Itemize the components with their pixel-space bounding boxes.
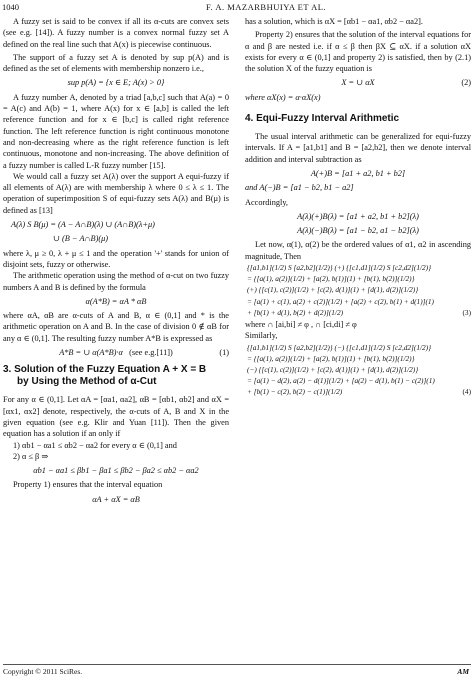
- equation-line: (+) {[c(1), c(2)](1/2) + [c(2), d(1)](1) + [d(1), d(2)](1/2)}: [247, 285, 419, 295]
- equation-number: (2): [461, 78, 471, 88]
- page-footer: [3, 664, 471, 676]
- page-number: 1040: [2, 2, 19, 12]
- paragraph-where: where ∩ [ai,bi] ≠ φ , ∩ [ci,di] ≠ φ: [245, 320, 357, 330]
- right-column: [245, 16, 471, 399]
- section-3-title-line1: 3. Solution of the Fuzzy Equation A + X = B: [3, 364, 207, 376]
- equation-reference: (see e.g.[11]): [129, 348, 173, 358]
- copyright-notice: Copyright © 2011 SciRes.: [3, 667, 83, 676]
- equation-line: = {[a(1), a(2)](1/2) + [a(2), b(1)](1) + [b(1), b(2)](1/2)}: [247, 353, 415, 363]
- equation-block-4: [245, 343, 471, 398]
- section-4-heading: 4. Equi-Fuzzy Interval Arithmetic: [245, 113, 400, 125]
- section-3-heading: [3, 364, 229, 388]
- equation-body: X = ∪ αX: [341, 78, 375, 88]
- equation-line: = [a(1) + c(1), a(2) + c(2)](1/2) + [a(2) + c(2), b(1) + d(1)](1): [247, 296, 434, 306]
- equation-2: [245, 77, 471, 88]
- equation-condition-2: αb1 − αa1 ≤ βb1 − βa1 ≤ βb2 − βa2 ≤ αb2 − αa2: [33, 466, 199, 476]
- condition-2: 2) α ≤ β ⇒: [13, 451, 49, 461]
- section-3-title-line2: by Using the Method of α-Cut: [17, 376, 157, 388]
- paragraph: For any α ∈ (0,1]. Let αA = [αa1, αa2], αB = [αb1, αb2] and αX = [αx1, αx2] denote, respectively, the α-cuts of A, B and X in the given equation (see e.g. Klir and Yuan [11]). Then the given equation has a solution if an only if: [3, 395, 229, 439]
- paragraph: The arithmetic operation using the method of α-cut on two fuzzy numbers A and B is defined by the formula: [3, 271, 229, 292]
- paragraph: Similarly,: [245, 331, 278, 341]
- paragraph: We would call a fuzzy set A(λ) over the support A equi-fuzzy if all elements of A(λ) are with membership λ where 0 ≤ λ ≤ 1. The operation of superimposition S of equi-fuzzy sets A(λ) and B(μ) is defined as [13]: [3, 171, 229, 215]
- equation-interval: αA + αX = αB: [92, 494, 140, 504]
- paragraph: A fuzzy set is said to be convex if all its α-cuts are convex sets (see e.g. [14]). A fuzzy number is a convex normal fuzzy set A defined on the real line such that A(x) is piecewise continuous.: [3, 17, 229, 49]
- equation-interval-sub: and A(−)B = [a1 − b2, b1 − a2]: [245, 183, 354, 193]
- equation-number: (3): [462, 307, 471, 317]
- paragraph: Accordingly,: [245, 197, 289, 207]
- equation-line: {[a1,b1](1/2) S [a2,b2](1/2)} (+) {[c1,d1](1/2) S [c2,d2](1/2)}: [247, 263, 432, 273]
- equation-fuzzy-sub: A(λ)(−)B(λ) = [a1 − b2, a1 − b2](λ): [297, 226, 419, 236]
- equation-where: where αX(x) = α·αX(x): [245, 92, 321, 102]
- paragraph: Let now, α(1), α(2) be the ordered values of α1, α2 in ascending magnitude, Then: [245, 240, 471, 261]
- running-authors: F. A. MAZARBHUIYA ET AL.: [206, 2, 327, 12]
- equation-line: (−) {[c(1), c(2)](1/2) + [c(2), d(1)](1) + [d(1), d(2)](1/2)}: [247, 365, 419, 375]
- paragraph: The usual interval arithmetic can be generalized for equi-fuzzy intervals. If A = [a1,b1] and B = [a2,b2], then we denote interval addition and interval subtraction as: [245, 132, 471, 164]
- paragraph: where αA, αB are α-cuts of A and B, α ∈ (0,1] and * is the arithmetic operation on A and B. In the case of division 0 ∉ αB for any α ∈ (0,1]. The resulting fuzzy number A*B is expressed as: [3, 311, 229, 343]
- equation-line: [247, 308, 471, 318]
- paragraph: where λ, μ ≥ 0, λ + μ ≤ 1 and the operation '+' stands for union of disjoint sets, fuzzy or otherwise.: [3, 248, 229, 269]
- equation-interval-add: A(+)B = [a1 + a2, b1 + b2]: [310, 168, 406, 178]
- paragraph: has a solution, which is αX = [αb1 − αa1, αb2 − αa2].: [245, 17, 423, 26]
- paragraph: A fuzzy number A, denoted by a triad [a,b,c] such that A(a) = 0 = A(c) and A(b) = 1, where A(x) for x ∈ [a,b] is called the left reference function and for x ∈ [b,c] is called right reference function. The left reference function is right continuous monotone and non-decreasing where as the right reference function is left continuous, monotone and non-increasing. The above definition of a fuzzy number is called L-R fuzzy number [15].: [3, 92, 229, 170]
- equation-superimposition: A(λ) S B(μ) = (A − A∩B)(λ) ∪ (A∩B)(λ+μ): [11, 220, 155, 230]
- equation-line-text: + [b(1) + d(1), b(2) + d(2)](1/2): [247, 307, 344, 317]
- equation-line-text: + [b(1) − c(2), b(2) − c(1)](1/2): [247, 387, 343, 397]
- condition-1: 1) αb1 − αa1 ≤ αb2 − αa2 for every α ∈ (0,1] and: [13, 440, 177, 450]
- equation-line: [247, 387, 471, 397]
- equation-number: (1): [219, 348, 229, 358]
- equation-superimposition-cont: ∪ (B − A∩B)(μ): [53, 234, 109, 244]
- equation-line: = {[a(1), a(2)](1/2) + [a(2), b(1)](1) + [b(1), b(2)](1/2)}: [247, 274, 415, 284]
- equation-line: {[a1,b1](1/2) S [a2,b2](1/2)} (−) {[c1,d1](1/2) S [c2,d2](1/2)}: [247, 342, 432, 352]
- equation-support: sup p(A) = {x ∈ E; A(x) > 0}: [67, 78, 165, 88]
- equation-number: (4): [462, 387, 471, 397]
- left-column: [3, 16, 229, 508]
- equation-line: = [a(1) − d(2), a(2) − d(1)](1/2) + [a(2) − d(1), b(1) − c(2)](1): [247, 376, 435, 386]
- equation-block-3: [245, 263, 471, 318]
- equation-fuzzy-add: A(λ)(+)B(λ) = [a1 + a2, b1 + b2](λ): [297, 211, 419, 221]
- equation-1: [3, 347, 229, 358]
- journal-abbrev: AM: [457, 667, 469, 676]
- paragraph: Property 2) ensures that the solution of the interval equations for α and β are nested i.e. if α ≤ β then βX ⊆ αX. if a solution αX exists for every α ∈ (0,1] and property 2) is satisfied, then by (2.1) the solution X of the fuzzy equation is: [245, 30, 471, 74]
- equation-body: A*B = ∪ α(A*B)·α: [59, 348, 123, 358]
- paragraph: Property 1) ensures that the interval equation: [13, 480, 163, 490]
- paragraph: The support of a fuzzy set A is denoted by sup p(A) and is defined as the set of elements with membership nonzero i.e.,: [3, 52, 229, 74]
- equation-alpha-cut: α(A*B) = αA * αB: [85, 296, 147, 306]
